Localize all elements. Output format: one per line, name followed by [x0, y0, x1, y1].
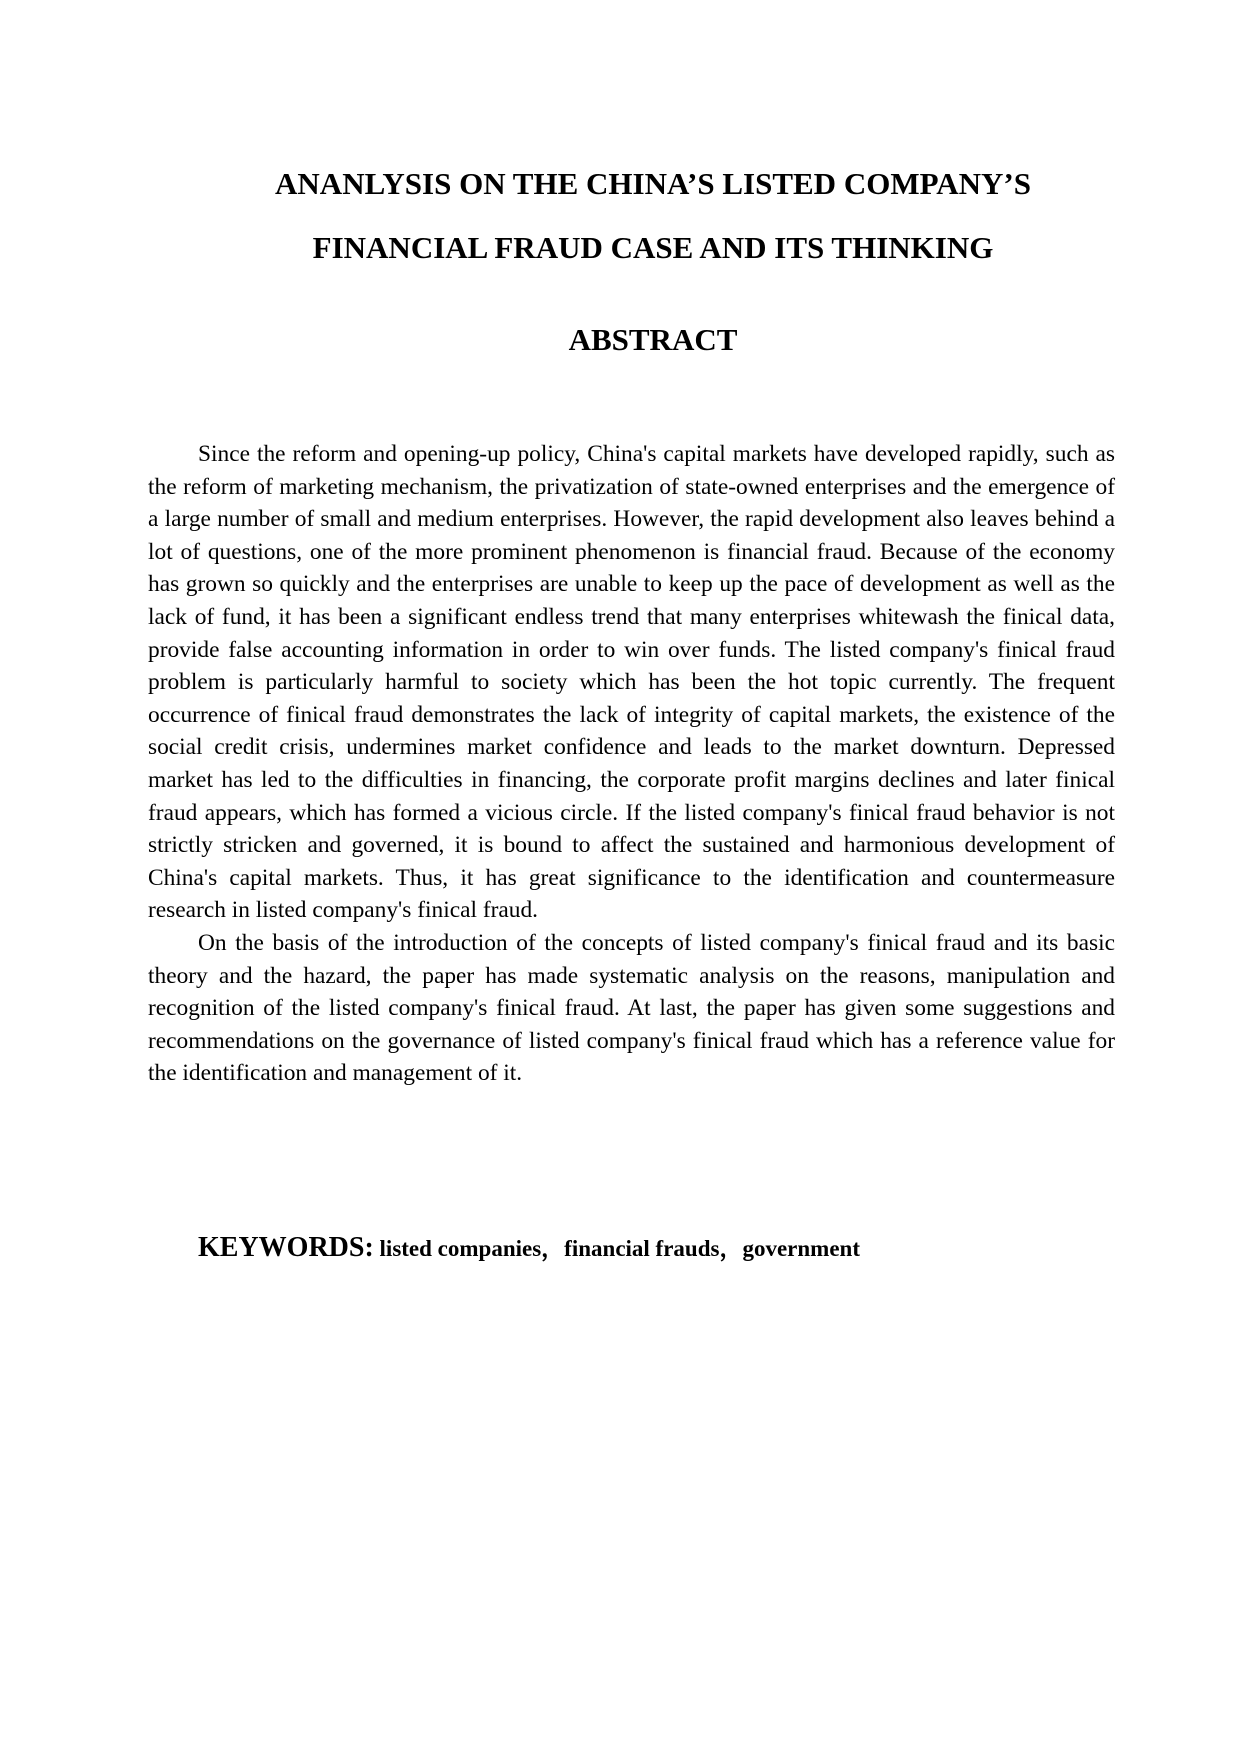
paper-title	[148, 152, 1158, 280]
abstract-heading: ABSTRACT	[568, 322, 738, 357]
title-line-2: FINANCIAL FRAUD CASE AND ITS THINKING	[312, 230, 994, 265]
abstract-body	[148, 438, 1115, 1090]
keywords-label: KEYWORDS:	[198, 1232, 374, 1263]
keywords-values: listed companies，financial frauds，government	[373, 1236, 860, 1261]
title-line-1: ANANLYSIS ON THE CHINA’S LISTED COMPANY’S	[275, 166, 1031, 201]
abstract-paragraph-2: On the basis of the introduction of the concepts of listed company's finical fraud and its basic theory and the hazard, the paper has made systematic analysis on the reasons, manipulation and recognition of the listed company's finical fraud. At last, the paper has given some suggestions and recommendations on the governance of listed company's finical fraud which has a reference value for the identification and management of it.	[148, 929, 1115, 1087]
abstract-paragraph-1: Since the reform and opening-up policy, China's capital markets have developed rapidly, such as the reform of marketing mechanism, the privatization of state-owned enterprises and the emergence of a large number of small and medium enterprises. However, the rapid development also leaves behind a lot of questions, one of the more prominent phenomenon is financial fraud. Because of the economy has grown so quickly and the enterprises are unable to keep up the pace of development as well as the lack of fund, it has been a significant endless trend that many enterprises whitewash the finical data, provide false accounting information in order to win over funds. The listed company's finical fraud problem is particularly harmful to society which has been the hot topic currently. The frequent occurrence of finical fraud demonstrates the lack of integrity of capital markets, the existence of the social credit crisis, undermines market confidence and leads to the market downturn. Depressed market has led to the difficulties in financing, the corporate profit margins declines and later finical fraud appears, which has formed a vicious circle. If the listed company's finical fraud behavior is not strictly stricken and governed, it is bound to affect the sustained and harmonious development of China's capital markets. Thus, it has great significance to the identification and countermeasure research in listed company's finical fraud.	[148, 441, 1115, 924]
keywords-line	[198, 1230, 860, 1264]
